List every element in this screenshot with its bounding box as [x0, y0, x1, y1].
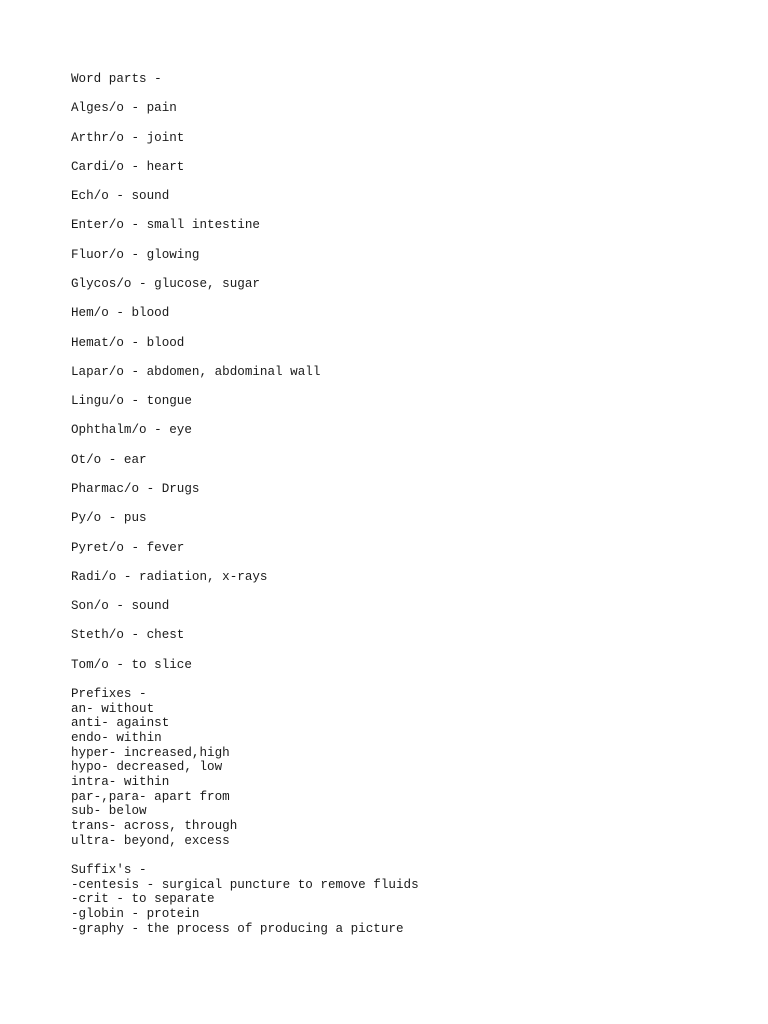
- prefix-item: an- without: [71, 701, 155, 716]
- word-part-item: Tom/o - to slice: [71, 657, 192, 672]
- suffix-item: -centesis - surgical puncture to remove fluids: [71, 877, 419, 892]
- word-part-item: Lingu/o - tongue: [71, 394, 192, 409]
- word-part-item: Cardi/o - heart: [71, 159, 185, 174]
- prefix-item: sub- below: [71, 804, 147, 819]
- prefixes-section: [71, 687, 751, 849]
- word-part-item: Lapar/o - abdomen, abdominal wall: [71, 364, 321, 379]
- word-part-item: Hem/o - blood: [71, 306, 170, 321]
- word-part-item: Son/o - sound: [71, 599, 170, 614]
- prefix-item: hypo- decreased, low: [71, 760, 223, 775]
- word-part-item: Enter/o - small intestine: [71, 218, 260, 233]
- prefixes-heading: Prefixes -: [71, 686, 147, 701]
- word-part-item: Arthr/o - joint: [71, 130, 185, 145]
- word-part-item: Ech/o - sound: [71, 189, 170, 204]
- word-parts-heading: Word parts -: [71, 72, 162, 86]
- word-parts-section: [71, 72, 751, 672]
- suffix-item: -globin - protein: [71, 907, 200, 922]
- prefix-item: anti- against: [71, 716, 170, 731]
- prefix-item: trans- across, through: [71, 819, 238, 834]
- prefix-item: hyper- increased,high: [71, 745, 230, 760]
- suffixes-heading: Suffix's -: [71, 863, 147, 878]
- word-part-item: Pyret/o - fever: [71, 540, 185, 555]
- word-part-item: Pharmac/o - Drugs: [71, 481, 200, 496]
- suffixes-section: [71, 863, 751, 936]
- word-part-item: Hemat/o - blood: [71, 335, 185, 350]
- word-part-item: Ot/o - ear: [71, 452, 147, 467]
- prefix-item: par-,para- apart from: [71, 789, 230, 804]
- word-part-item: Ophthalm/o - eye: [71, 423, 192, 438]
- word-part-item: Py/o - pus: [71, 511, 147, 526]
- document-page: [71, 72, 751, 951]
- word-part-item: Glycos/o - glucose, sugar: [71, 276, 260, 291]
- prefix-item: intra- within: [71, 775, 170, 790]
- word-part-item: Alges/o - pain: [71, 101, 177, 116]
- word-part-item: Radi/o - radiation, x-rays: [71, 569, 268, 584]
- prefix-item: ultra- beyond, excess: [71, 833, 230, 848]
- prefix-item: endo- within: [71, 730, 162, 745]
- word-part-item: Steth/o - chest: [71, 628, 185, 643]
- word-part-item: Fluor/o - glowing: [71, 247, 200, 262]
- suffix-item: -crit - to separate: [71, 892, 215, 907]
- suffix-item: -graphy - the process of producing a picture: [71, 921, 404, 936]
